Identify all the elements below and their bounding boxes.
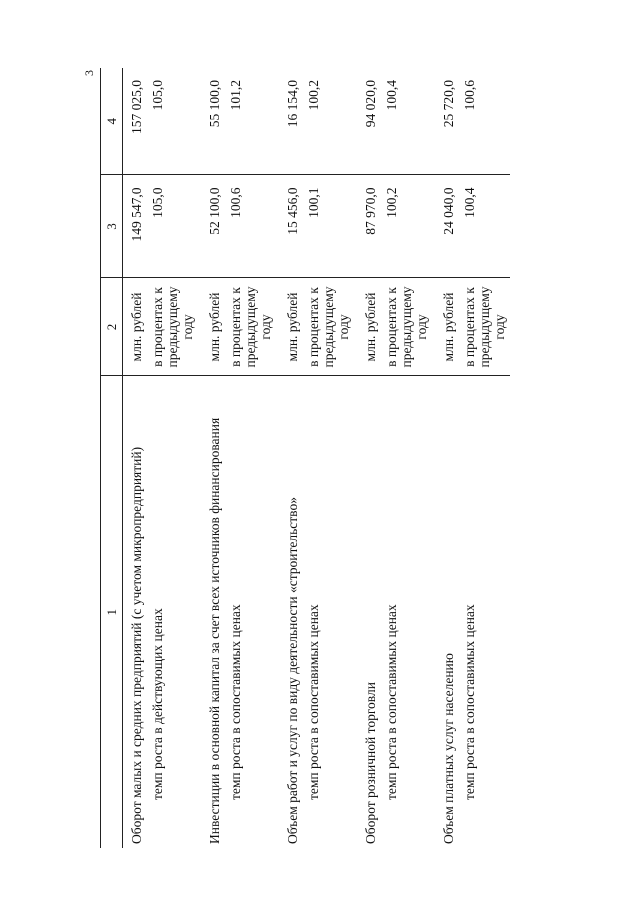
header-col-1: 1 <box>101 376 123 848</box>
row-unit: млн. рублей <box>123 278 148 376</box>
table-row <box>123 68 148 848</box>
row-label: Оборот малых и средних предприятий (с учетом микропредприятий) <box>129 446 144 844</box>
row-label: Инвестиции в основной капитал за счет всех источников финансирования <box>207 417 222 844</box>
row-unit: в процентах к предыдущему году <box>303 278 360 376</box>
row-label: темп роста в действующих ценах <box>150 608 165 800</box>
table-row <box>438 68 459 848</box>
row-value-col4: 94 020,0 <box>360 68 381 175</box>
table-row <box>147 68 204 848</box>
table-header-row <box>101 68 123 848</box>
row-unit: млн. рублей <box>438 278 459 376</box>
table-row <box>225 68 282 848</box>
row-unit: в процентах к предыдущему году <box>459 278 510 376</box>
indicators-table <box>100 68 510 848</box>
row-value-col4: 100,6 <box>459 68 510 175</box>
table-row <box>459 68 510 848</box>
row-unit: млн. рублей <box>204 278 225 376</box>
header-col-2: 2 <box>101 278 123 376</box>
row-value-col3: 100,1 <box>303 175 360 278</box>
row-label: Объем платных услуг населению <box>441 653 456 844</box>
row-value-col4: 25 720,0 <box>438 68 459 175</box>
row-unit: млн. рублей <box>282 278 303 376</box>
table-row <box>381 68 438 848</box>
row-label: темп роста в сопоставимых ценах <box>384 604 399 800</box>
row-value-col4: 55 100,0 <box>204 68 225 175</box>
row-value-col3: 100,6 <box>225 175 282 278</box>
table-row <box>360 68 381 848</box>
row-unit: в процентах к предыдущему году <box>147 278 204 376</box>
row-value-col4: 157 025,0 <box>123 68 148 175</box>
page-number: 3 <box>82 70 96 76</box>
row-value-col3: 87 970,0 <box>360 175 381 278</box>
row-unit: в процентах к предыдущему году <box>381 278 438 376</box>
row-value-col3: 105,0 <box>147 175 204 278</box>
row-value-col4: 105,0 <box>147 68 204 175</box>
header-col-4: 4 <box>101 68 123 175</box>
row-label: Оборот розничной торговли <box>363 682 378 844</box>
row-value-col3: 100,2 <box>381 175 438 278</box>
row-value-col3: 52 100,0 <box>204 175 225 278</box>
row-unit: млн. рублей <box>360 278 381 376</box>
table-row <box>303 68 360 848</box>
row-label: темп роста в сопоставимых ценах <box>228 604 243 800</box>
row-value-col3: 149 547,0 <box>123 175 148 278</box>
row-value-col4: 101,2 <box>225 68 282 175</box>
row-unit: в процентах к предыдущему году <box>225 278 282 376</box>
row-label: темп роста в сопоставимых ценах <box>462 604 477 800</box>
rotated-table-container <box>100 68 560 848</box>
row-label: Объем работ и услуг по виду деятельности «строительство» <box>285 497 300 844</box>
header-col-3: 3 <box>101 175 123 278</box>
row-value-col3: 24 040,0 <box>438 175 459 278</box>
row-value-col4: 100,2 <box>303 68 360 175</box>
table-row <box>204 68 225 848</box>
table-row <box>282 68 303 848</box>
row-value-col3: 100,4 <box>459 175 510 278</box>
row-value-col3: 15 456,0 <box>282 175 303 278</box>
row-value-col4: 16 154,0 <box>282 68 303 175</box>
row-value-col4: 100,4 <box>381 68 438 175</box>
row-label: темп роста в сопоставимых ценах <box>306 604 321 800</box>
